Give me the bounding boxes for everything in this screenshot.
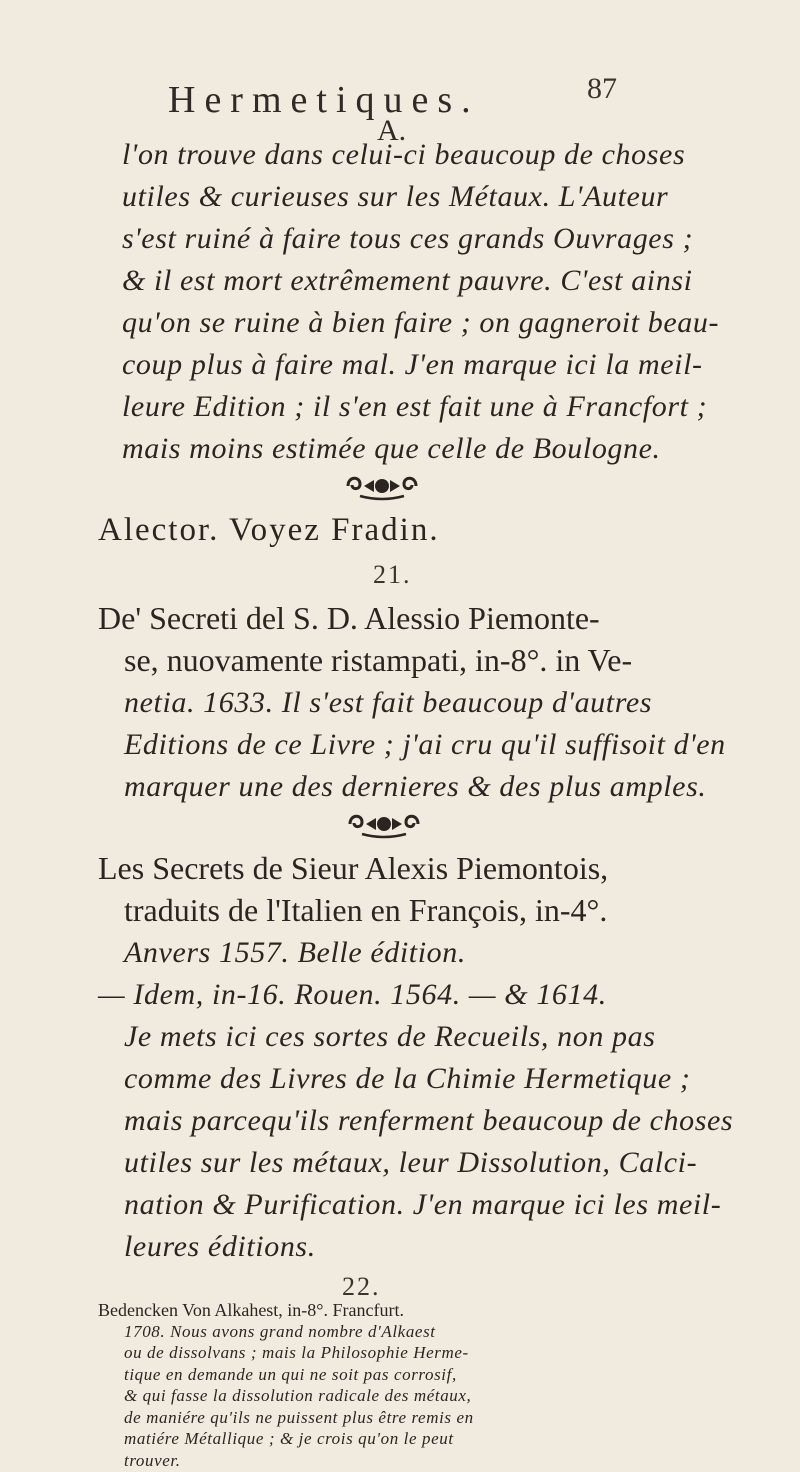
text-line: leures éditions. bbox=[124, 1230, 316, 1263]
text-line: utiles sur les métaux, leur Dissolution, Calci- bbox=[124, 1146, 698, 1179]
text-line: s'est ruiné à faire tous ces grands Ouvrages ; bbox=[122, 222, 694, 255]
text-line: & qui fasse la dissolution radicale des métaux, bbox=[124, 1386, 472, 1405]
text-line: leure Edition ; il s'en est fait une à Francfort ; bbox=[122, 390, 708, 423]
text-line: l'on trouve dans celui-ci beaucoup de choses bbox=[122, 138, 686, 171]
text-line: 1708. Nous avons grand nombre d'Alkaest bbox=[124, 1321, 436, 1341]
fleuron-ornament bbox=[342, 470, 422, 502]
text-line: matiére Métallique ; & je crois qu'on le peut bbox=[124, 1429, 454, 1448]
text-line: traduits de l'Italien en François, in-4°. bbox=[124, 892, 608, 928]
text-line: utiles & curieuses sur les Métaux. L'Auteur bbox=[122, 180, 669, 213]
text-line: netia. 1633. Il s'est fait beaucoup d'autres bbox=[124, 686, 653, 719]
text-line: Anvers 1557. Belle édition. bbox=[124, 936, 466, 969]
text-line: De' Secreti del S. D. Alessio Piemonte- bbox=[98, 600, 600, 636]
signature-mark: A. bbox=[377, 114, 407, 147]
fleuron-ornament bbox=[344, 808, 424, 840]
text-line: coup plus à faire mal. J'en marque ici la meil- bbox=[122, 348, 703, 381]
text-line: qu'on se ruine à bien faire ; on gagneroit beau- bbox=[122, 306, 720, 339]
text-line: marquer une des dernieres & des plus amples. bbox=[124, 770, 707, 803]
text-line: de maniére qu'ils ne puissent plus être remis en bbox=[124, 1407, 474, 1427]
text-line: se, nuovamente ristampati, in-8°. in Ve- bbox=[124, 642, 633, 678]
text-line: tique en demande un qui ne soit pas corrosif, bbox=[124, 1364, 457, 1384]
entry-number: 22. bbox=[342, 1272, 381, 1301]
running-title: Hermetiques. bbox=[168, 79, 480, 121]
entry-number: 21. bbox=[373, 560, 412, 589]
text-line: mais moins estimée que celle de Boulogne. bbox=[122, 432, 661, 465]
text-line: ou de dissolvans ; mais la Philosophie Herme- bbox=[124, 1343, 469, 1362]
text-line: nation & Purification. J'en marque ici les meil- bbox=[124, 1188, 722, 1221]
text-line: trouver. bbox=[124, 1450, 181, 1470]
text-line: mais parcequ'ils renferment beaucoup de choses bbox=[124, 1104, 734, 1137]
text-line: Editions de ce Livre ; j'ai cru qu'il suffisoit d'en bbox=[124, 728, 726, 761]
text-line: & il est mort extrêmement pauvre. C'est ainsi bbox=[122, 264, 693, 297]
text-line: Je mets ici ces sortes de Recueils, non pas bbox=[124, 1020, 656, 1053]
text-line: — Idem, in-16. Rouen. 1564. — & 1614. bbox=[98, 978, 607, 1011]
cross-reference: Alector. Voyez Fradin. bbox=[98, 512, 440, 548]
text-line: comme des Livres de la Chimie Hermetique ; bbox=[124, 1062, 691, 1095]
text-line: Bedencken Von Alkahest, in-8°. Francfurt. bbox=[98, 1300, 404, 1320]
text-line: Les Secrets de Sieur Alexis Piemontois, bbox=[98, 850, 609, 886]
page-number: 87 bbox=[587, 72, 617, 105]
